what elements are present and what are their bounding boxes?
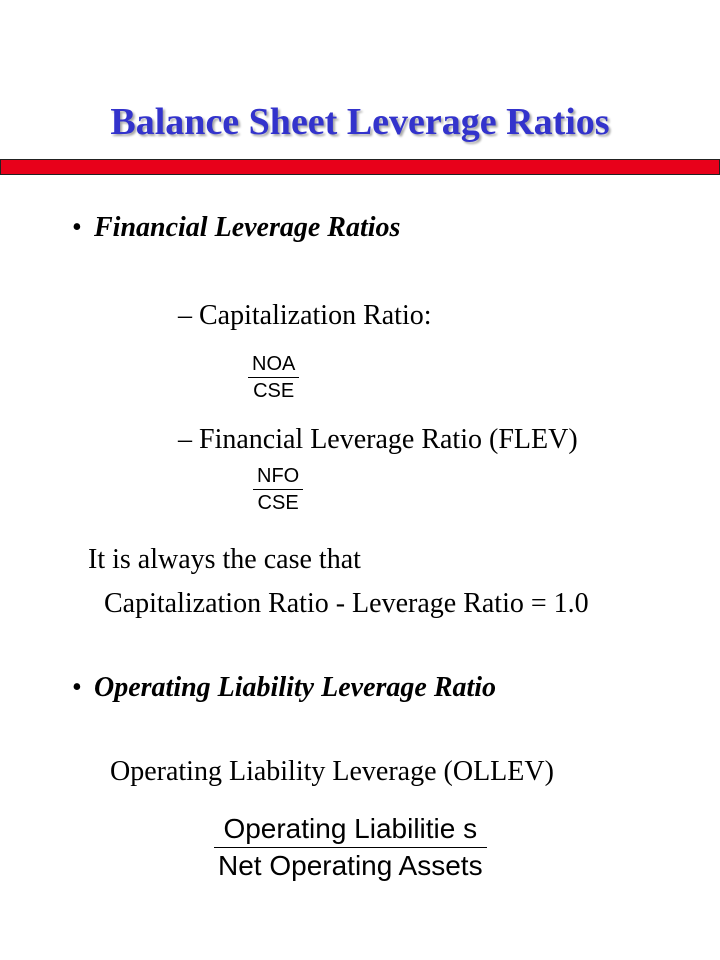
- capitalization-ratio-label: – Capitalization Ratio:: [178, 300, 432, 331]
- ollev-denominator: Net Operating Assets: [218, 849, 483, 881]
- operating-liability-heading: Operating Liability Leverage Ratio: [94, 672, 497, 703]
- flev-formula: [253, 464, 303, 515]
- fraction-bar: [253, 489, 303, 490]
- flev-denominator: CSE: [257, 492, 299, 514]
- slide-title: Balance Sheet Leverage Ratios: [110, 101, 610, 143]
- fraction-bar: [214, 847, 487, 848]
- bullet-dot: •: [72, 672, 82, 703]
- capitalization-identity: Capitalization Ratio - Leverage Ratio = 1.0: [104, 588, 589, 619]
- flev-label: – Financial Leverage Ratio (FLEV): [178, 424, 578, 455]
- bullet-dot: •: [72, 212, 82, 243]
- fraction-bar: [248, 377, 299, 378]
- financial-leverage-heading: Financial Leverage Ratios: [94, 212, 401, 243]
- bullet-financial-leverage: [72, 212, 400, 244]
- flev-numerator: NFO: [257, 465, 300, 487]
- ollev-label: Operating Liability Leverage (OLLEV): [110, 756, 554, 787]
- ollev-formula: [214, 812, 487, 882]
- always-case-note: It is always the case that: [88, 544, 361, 575]
- capitalization-numerator: NOA: [252, 353, 296, 375]
- ollev-numerator: Operating Liabilitie s: [223, 813, 478, 844]
- capitalization-denominator: CSE: [253, 380, 295, 402]
- bullet-operating-liability: [72, 672, 496, 704]
- capitalization-ratio-formula: [248, 352, 299, 403]
- title-divider-bar: [0, 159, 720, 175]
